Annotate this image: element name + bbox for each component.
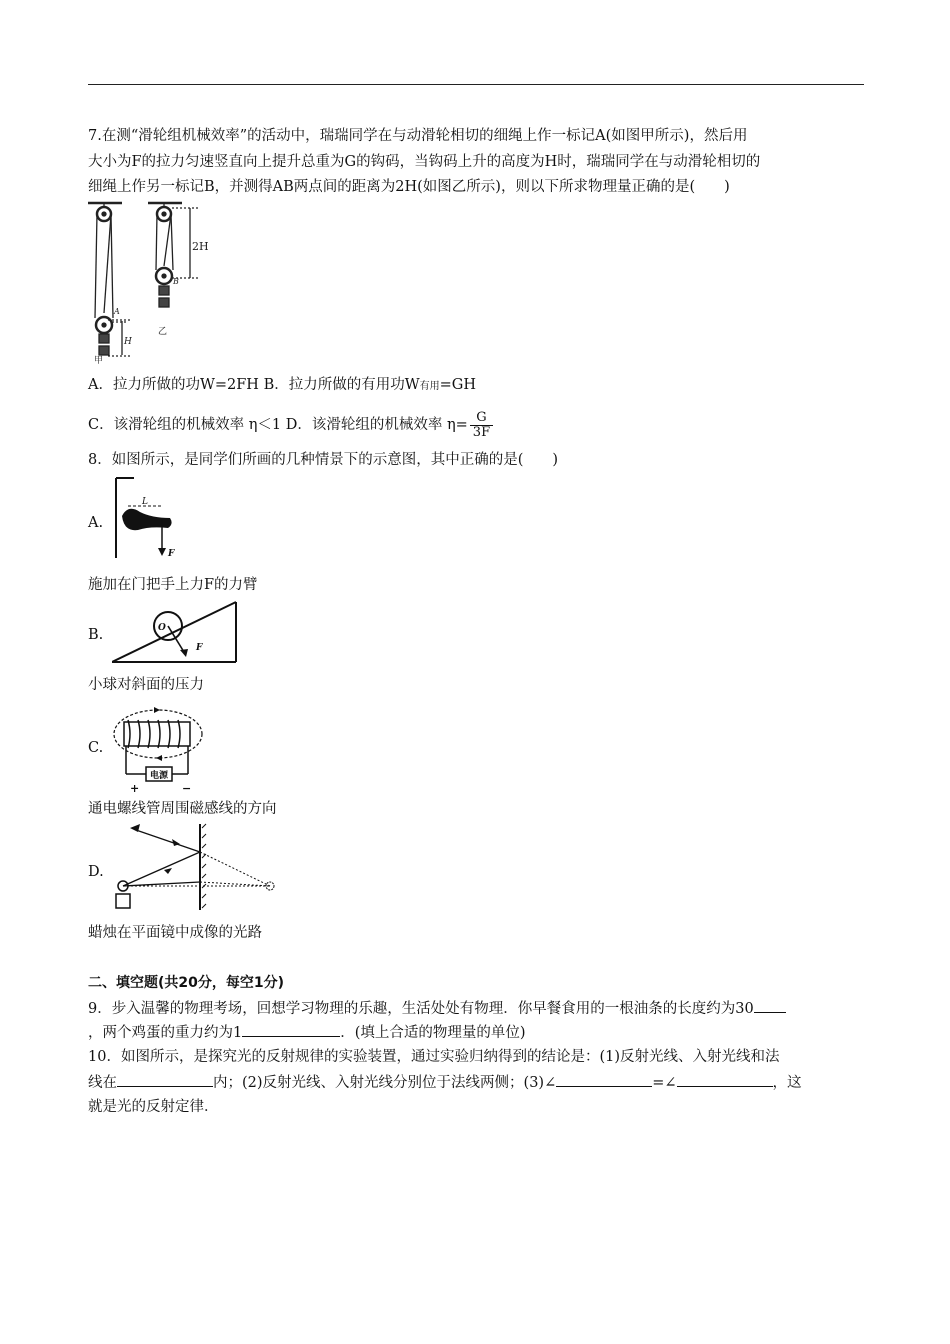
mirror-candle-figure	[110, 822, 278, 912]
q7-option-b-tail: =GH	[439, 377, 477, 393]
efficiency-fraction	[470, 411, 493, 440]
q9-text-1: 9．步入温馨的物理考场，回想学习物理的乐趣，生活处处有物理．你早餐食用的一根油条的长度约为30	[88, 1001, 754, 1017]
fraction-numerator: G	[470, 411, 493, 426]
door-handle-figure	[112, 476, 182, 560]
q9-line-1	[88, 998, 786, 1019]
plus-sign: +	[130, 782, 140, 794]
q7-option-cd-text: C．该滑轮组的机械效率 η＜1 D．该滑轮组的机械效率 η=	[88, 417, 468, 433]
q10-line-1: 10．如图所示，是探究光的反射规律的实验装置，通过实验归纳得到的结论是：(1)反射光线、入射光线和法	[88, 1049, 780, 1065]
label-2h: 2H	[192, 240, 209, 253]
q7-option-b-subscript: 有用	[419, 381, 440, 392]
label-jia: 甲	[94, 356, 104, 366]
q7-stem-line-3: 细绳上作另一标记B，并测得AB两点间的距离为2H(如图乙所示)，则以下所求物理量正确的是( )	[88, 179, 730, 195]
solenoid-figure	[110, 704, 206, 794]
label-h: H	[124, 337, 132, 347]
q8-option-b-label: B.	[88, 627, 104, 643]
q9-line-2	[88, 1022, 526, 1043]
label-f-b: F	[196, 643, 203, 653]
incline-ball-figure	[112, 600, 238, 668]
q7-stem-line-2: 大小为F的拉力匀速竖直向上提升总重为G的钩码，当钩码上升的高度为H时，瑞瑞同学在与动滑轮相切的	[88, 154, 761, 170]
q10-line-2	[88, 1072, 802, 1093]
label-yi: 乙	[158, 327, 168, 337]
label-f-a: F	[168, 549, 175, 559]
q8-option-a-label: A.	[88, 515, 104, 531]
q9-text-2: ，两个鸡蛋的重力约为1	[88, 1025, 243, 1041]
q10-blank-3[interactable]	[677, 1072, 773, 1087]
q9-blank-1[interactable]	[754, 998, 786, 1013]
q7-options-ab	[88, 375, 476, 397]
q8-option-c-caption: 通电螺线管周围磁感线的方向	[88, 801, 277, 817]
q9-blank-2[interactable]	[242, 1022, 340, 1037]
q8-option-d-label: D.	[88, 864, 104, 880]
q10-blank-2[interactable]	[556, 1072, 652, 1087]
fraction-denominator: 3F	[472, 424, 491, 440]
q8-stem: 8．如图所示，是同学们所画的几种情景下的示意图，其中正确的是( )	[88, 452, 559, 468]
q10-blank-1[interactable]	[117, 1072, 213, 1087]
q9-text-3: ．(填上合适的物理量的单位)	[340, 1025, 526, 1041]
label-b: B	[173, 277, 179, 286]
q7-options-cd	[88, 408, 493, 442]
header-rule	[88, 84, 864, 85]
q10-text-a: 线在	[88, 1075, 117, 1091]
q8-option-c-label: C.	[88, 740, 104, 756]
label-a: A	[114, 307, 120, 316]
q7-stem-line-1: 7.在测“滑轮组机械效率”的活动中，瑞瑞同学在与动滑轮相切的细绳上作一标记A(如图甲所示)，然后用	[88, 128, 748, 144]
q8-option-d-caption: 蜡烛在平面镜中成像的光路	[88, 925, 262, 941]
label-l: L	[142, 497, 148, 507]
q10-line-3: 就是光的反射定律．	[88, 1099, 219, 1115]
q10-text-d: ，这	[772, 1075, 802, 1091]
label-o: O	[158, 623, 166, 633]
section-2-heading: 二、填空题(共20分，每空1分)	[88, 975, 285, 991]
q7-option-ab-text: A．拉力所做的功W=2FH B．拉力所做的有用功W	[88, 377, 420, 393]
pulley-figure	[86, 198, 216, 366]
minus-sign: −	[182, 782, 192, 794]
battery-label: 电源	[150, 771, 169, 781]
q8-option-b-caption: 小球对斜面的压力	[88, 677, 204, 693]
q10-text-c: =∠	[652, 1075, 677, 1091]
q10-text-b: 内；(2)反射光线、入射光线分别位于法线两侧；(3)∠	[213, 1075, 557, 1091]
q8-option-a-caption: 施加在门把手上力F的力臂	[88, 577, 258, 593]
